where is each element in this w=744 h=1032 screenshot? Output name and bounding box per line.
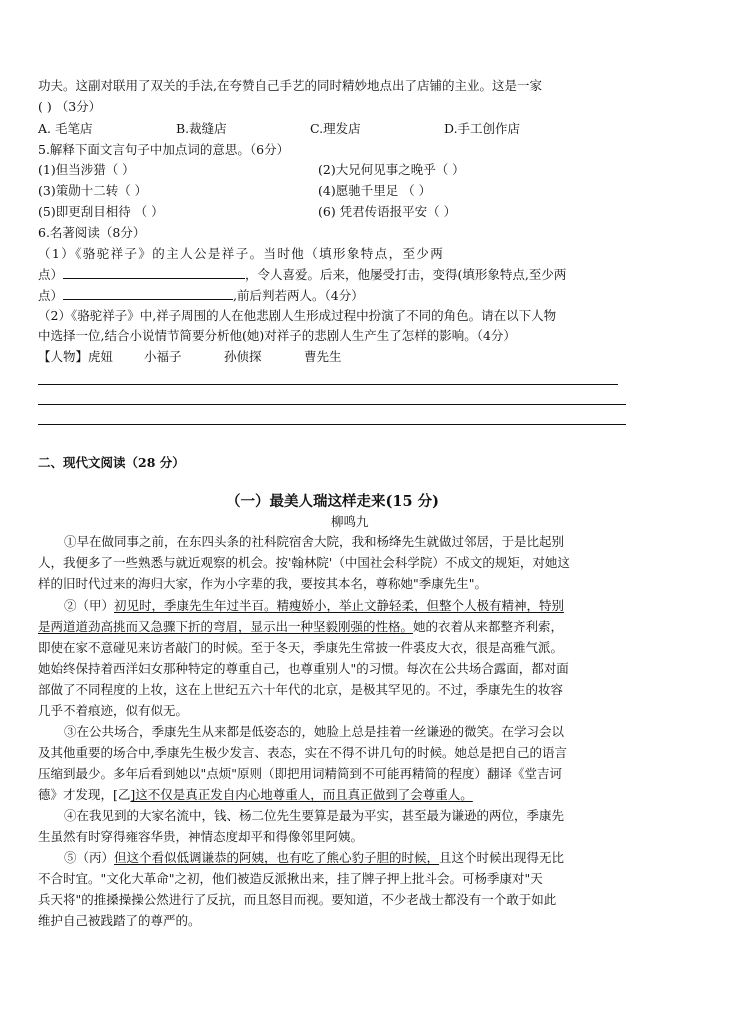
p3-underlined: ]这不仅是真正发自内心地尊重人，而且真正做到了会尊重人。	[130, 787, 473, 802]
p2-underlined-1: 初见时，季康先生年过半百。精瘦娇小，举止文静轻柔，但整个人极有精神，特别	[114, 598, 565, 613]
p2-line-2	[38, 619, 563, 635]
p2-line-5: 部做了不同程度的上妆，这在上世纪五六十年代的北京，是极其罕见的。不过，季康先生的妆容	[38, 682, 564, 697]
q4-answer-line	[38, 99, 101, 115]
p5-line-4: 维护自己被践踏了的尊严的。	[38, 913, 201, 928]
q4-answer-paren: ( )	[38, 99, 52, 114]
q6-p1-line1: （1）《骆驼祥子》的主人公是祥子。当时他（填形象特点，至少两	[38, 246, 445, 261]
q5-item-5: (5)即更刮目相待 （ ）	[38, 204, 164, 219]
q6-p1-line2	[38, 266, 566, 283]
q6-people	[38, 349, 342, 365]
p5-underlined: 但这个看似低调谦恭的阿姨，也有吃了熊心豹子胆的时候，	[114, 850, 440, 865]
p1-line-1: ①早在做同事之前，在东四头条的社科院宿舍大院，我和杨绛先生就做过邻居，于是比起别	[64, 534, 565, 549]
q4-option-d: D.手工创作店	[444, 121, 521, 136]
p5-line-1	[64, 850, 564, 866]
p2-line-4: 她始终保持着西洋妇女那种特定的尊重自己，也尊重别人"的习惯。每次在公共场合露面，都对面	[38, 661, 569, 676]
p5-line-2: 不合时宜。"文化大革命"之初，他们被造反派揪出来，挂了牌子押上批斗会。可杨季康对"天	[38, 871, 543, 886]
answer-line-1[interactable]	[38, 384, 618, 385]
q6-people-label: 【人物】	[38, 349, 89, 364]
q6-title: 6.名著阅读（8分）	[38, 225, 146, 240]
q6-p2-line1: （2）《骆驼祥子》中,祥子周围的人在他悲剧人生形成过程中扮演了不同的角色。请在以下人物	[38, 308, 557, 323]
q6-p2-line2: 中选择一位,结合小说情节简要分析他(她)对祥子的悲剧人生产生了怎样的影响。（4分）	[38, 328, 516, 343]
p3-line-4	[38, 787, 473, 803]
q4-score: （3分）	[55, 99, 102, 114]
q4-option-b: B.裁缝店	[176, 121, 227, 136]
q6-person-1: 虎妞	[88, 349, 114, 364]
p2-line-3: 即使在家不意碰见来访者敲门的时候。至于冬天，季康先生常披一件裘皮大衣，很是高雅气派。	[38, 640, 564, 655]
q5-item-2: (2)大兄何见事之晚乎（ ）	[318, 162, 465, 177]
p5-line-3: 兵天将"的推搡操操公然进行了反抗，而且怒目而视。要知道，不少老战士都没有一个敢于如此	[38, 892, 557, 907]
p2-line-2-tail: 她的衣着从来都整齐利索，	[413, 619, 564, 634]
p2-marker-jia: ②（甲）	[64, 598, 115, 613]
p4-line-2: 生虽然有时穿得雍容华贵，神情态度却平和得像邻里阿姨。	[38, 829, 364, 844]
section-heading: 二、现代文阅读（28 分）	[38, 455, 185, 470]
q4-stem: 功夫。这副对联用了双关的手法,在夸赞自己手艺的同时精妙地点出了店铺的主业。这是一家	[38, 78, 542, 93]
q5-title: 5.解释下面文言句子中加点词的意思。（6分）	[38, 142, 290, 157]
p5-line-1-tail: 且这个时候出现得无比	[439, 850, 565, 865]
p3-line-4-head: 德》才发现，[乙	[38, 787, 131, 802]
article-author: 柳鸣九	[331, 514, 369, 529]
p1-line-2: 人，我便多了一些熟悉与就近观察的机会。按'翰林院'（中国社会科学院）不成文的规矩，对她这	[38, 555, 570, 570]
q6-person-3: 孙侦探	[224, 349, 262, 364]
q5-item-1: (1)但当涉猎（ ）	[38, 162, 135, 177]
q5-item-3: (3)策勋十二转（ ）	[38, 183, 148, 198]
p5-marker-bing: ⑤（丙）	[64, 850, 115, 865]
q6-blank-2[interactable]	[63, 287, 233, 300]
q5-item-6: (6) 凭君传语报平安（ ）	[318, 204, 457, 219]
q6-blank-1[interactable]	[63, 266, 245, 279]
p1-line-3: 样的旧时代过来的海归大家，作为小字辈的我，要按其本名，尊称她"季康先生"。	[38, 576, 488, 591]
q6-p1-line2-suffix: ，令人喜爱。后来，他屡受打击，变得(填形象特点,至少两	[245, 267, 567, 282]
p2-line-6: 几乎不着痕迹，似有似无。	[38, 703, 189, 718]
p3-line-3: 压缩到最少。多年后看到她以"点烦"原则（即把用词精简到不可能再精简的程度）翻译《堂吉诃	[38, 766, 563, 781]
article-title: （一）最美人瑞这样走来(15 分)	[226, 493, 439, 510]
q6-p1-line3-prefix: 点）	[38, 288, 64, 303]
p2-underlined-2: 是两道道劲高挑而又急骤下折的弯眉，显示出一种坚毅刚强的性格。	[38, 619, 414, 634]
p3-line-1: ③在公共场合，季康先生从来都是低姿态的，她脸上总是挂着一丝谦逊的微笑。在学习会以	[64, 724, 565, 739]
q4-option-c: C.理发店	[310, 121, 361, 136]
q6-p1-line3	[38, 287, 364, 304]
p2-line-1	[64, 598, 564, 614]
q5-item-4: (4)愿驰千里足 （ ）	[318, 183, 432, 198]
q6-p1-line3-suffix: ,前后判若两人。（4分）	[233, 288, 364, 303]
p4-line-1: ④在我见到的大家名流中，钱、杨二位先生要算是最为平实，甚至最为谦逊的两位，季康先	[64, 808, 565, 823]
q6-person-2: 小福子	[144, 349, 182, 364]
p3-line-2: 及其他重要的场合中,季康先生极少发言、表态，实在不得不讲几句的时候。她总是把自己的语言	[38, 745, 567, 760]
q6-p1-line2-prefix: 点）	[38, 267, 64, 282]
answer-line-2[interactable]	[38, 404, 626, 405]
q4-option-a: A. 毛笔店	[38, 121, 93, 136]
q6-person-4: 曹先生	[304, 349, 342, 364]
answer-line-3[interactable]	[38, 424, 626, 425]
